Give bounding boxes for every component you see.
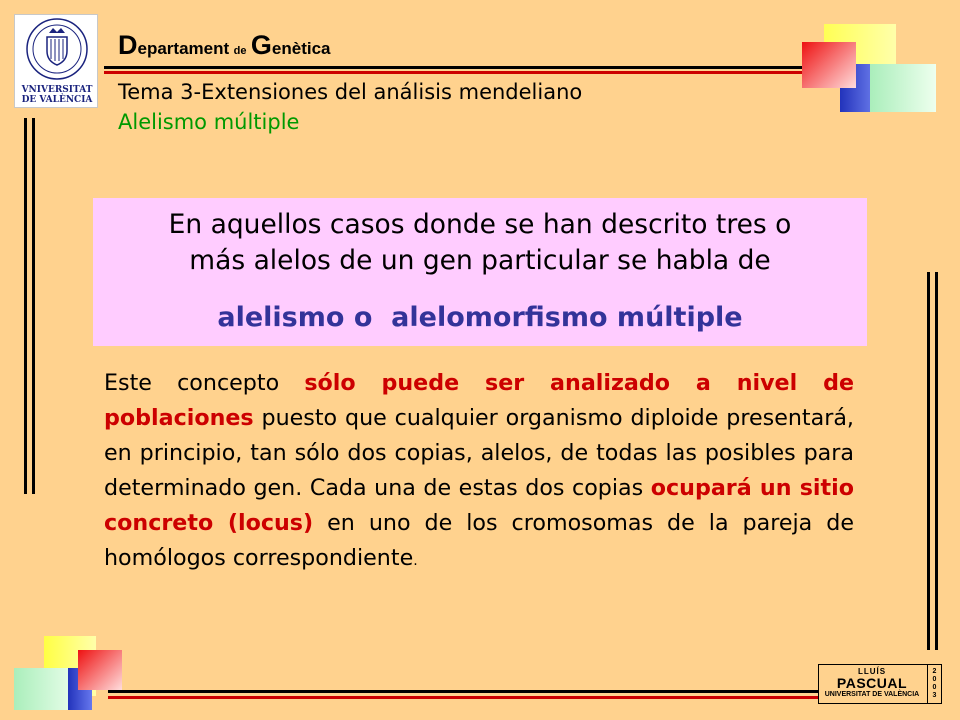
paragraph-highlight-locus: ocupará un sitio concreto (locus)	[104, 475, 854, 536]
author-year-digit: 3	[932, 692, 937, 699]
university-logo	[14, 14, 98, 108]
deco-square-red-top	[802, 42, 856, 88]
footer-rule-black	[108, 690, 820, 693]
logo-line-2: DE VALÈNCIA	[21, 95, 93, 105]
paragraph-text-1: Este concepto	[104, 370, 305, 396]
author-year-digit: 0	[932, 684, 937, 691]
definition-term: alelismo o alelomorfismo múltiple	[217, 302, 743, 333]
dept-initial-g: G	[250, 30, 272, 60]
department-title	[118, 30, 331, 61]
author-stamp-main	[819, 665, 925, 703]
logo-line-1: VNIVERSITAT	[21, 85, 93, 95]
paragraph-highlight-populations: sólo puede ser analizado a nivel de poblaciones	[104, 370, 854, 431]
deco-square-red-bottom	[78, 650, 122, 690]
dept-word-de: de	[233, 45, 247, 57]
header-rule-black	[104, 66, 828, 69]
author-year	[927, 665, 941, 703]
paragraph-text-3: en uno de los cromosomas de la pareja de homólogos correspondiente	[104, 510, 854, 571]
dept-initial-d: D	[118, 30, 138, 60]
topic-title: Tema 3-Extensiones del análisis mendeliano	[118, 80, 583, 104]
author-year-digit: 0	[932, 676, 937, 683]
right-rule-inner	[935, 272, 938, 650]
dept-word-2: enètica	[271, 39, 331, 58]
subtopic-title: Alelismo múltiple	[118, 110, 300, 134]
footer-rule-red	[108, 696, 820, 699]
author-university: UNIVERSITAT DE VALÈNCIA	[824, 691, 920, 698]
paragraph-period: .	[413, 553, 418, 569]
header-rule-red	[104, 71, 828, 74]
definition-line-1: En aquellos casos donde se han descrito tres o	[168, 209, 792, 240]
left-rule-outer	[24, 118, 27, 494]
definition-box	[93, 198, 867, 346]
left-rule-inner	[32, 118, 35, 494]
dept-word-1: epartament	[137, 39, 230, 58]
explanation-paragraph	[104, 366, 854, 579]
author-stamp	[818, 664, 942, 704]
definition-line-2: más alelos de un gen particular se habla de	[189, 245, 771, 276]
author-first-name: LLUÍS	[857, 667, 887, 676]
author-last-name: PASCUAL	[836, 675, 908, 691]
author-year-digit: 2	[932, 668, 937, 675]
university-seal-icon	[15, 15, 99, 85]
right-rule-outer	[927, 272, 930, 650]
paragraph-text-2: puesto que cualquier organismo diploide presentará, en principio, tan sólo dos copias, alelos, de todas las posibles para determinado gen. Cada una de estas dos copias	[104, 405, 854, 501]
logo-wordmark	[15, 85, 99, 105]
deco-square-green-top	[870, 64, 936, 112]
